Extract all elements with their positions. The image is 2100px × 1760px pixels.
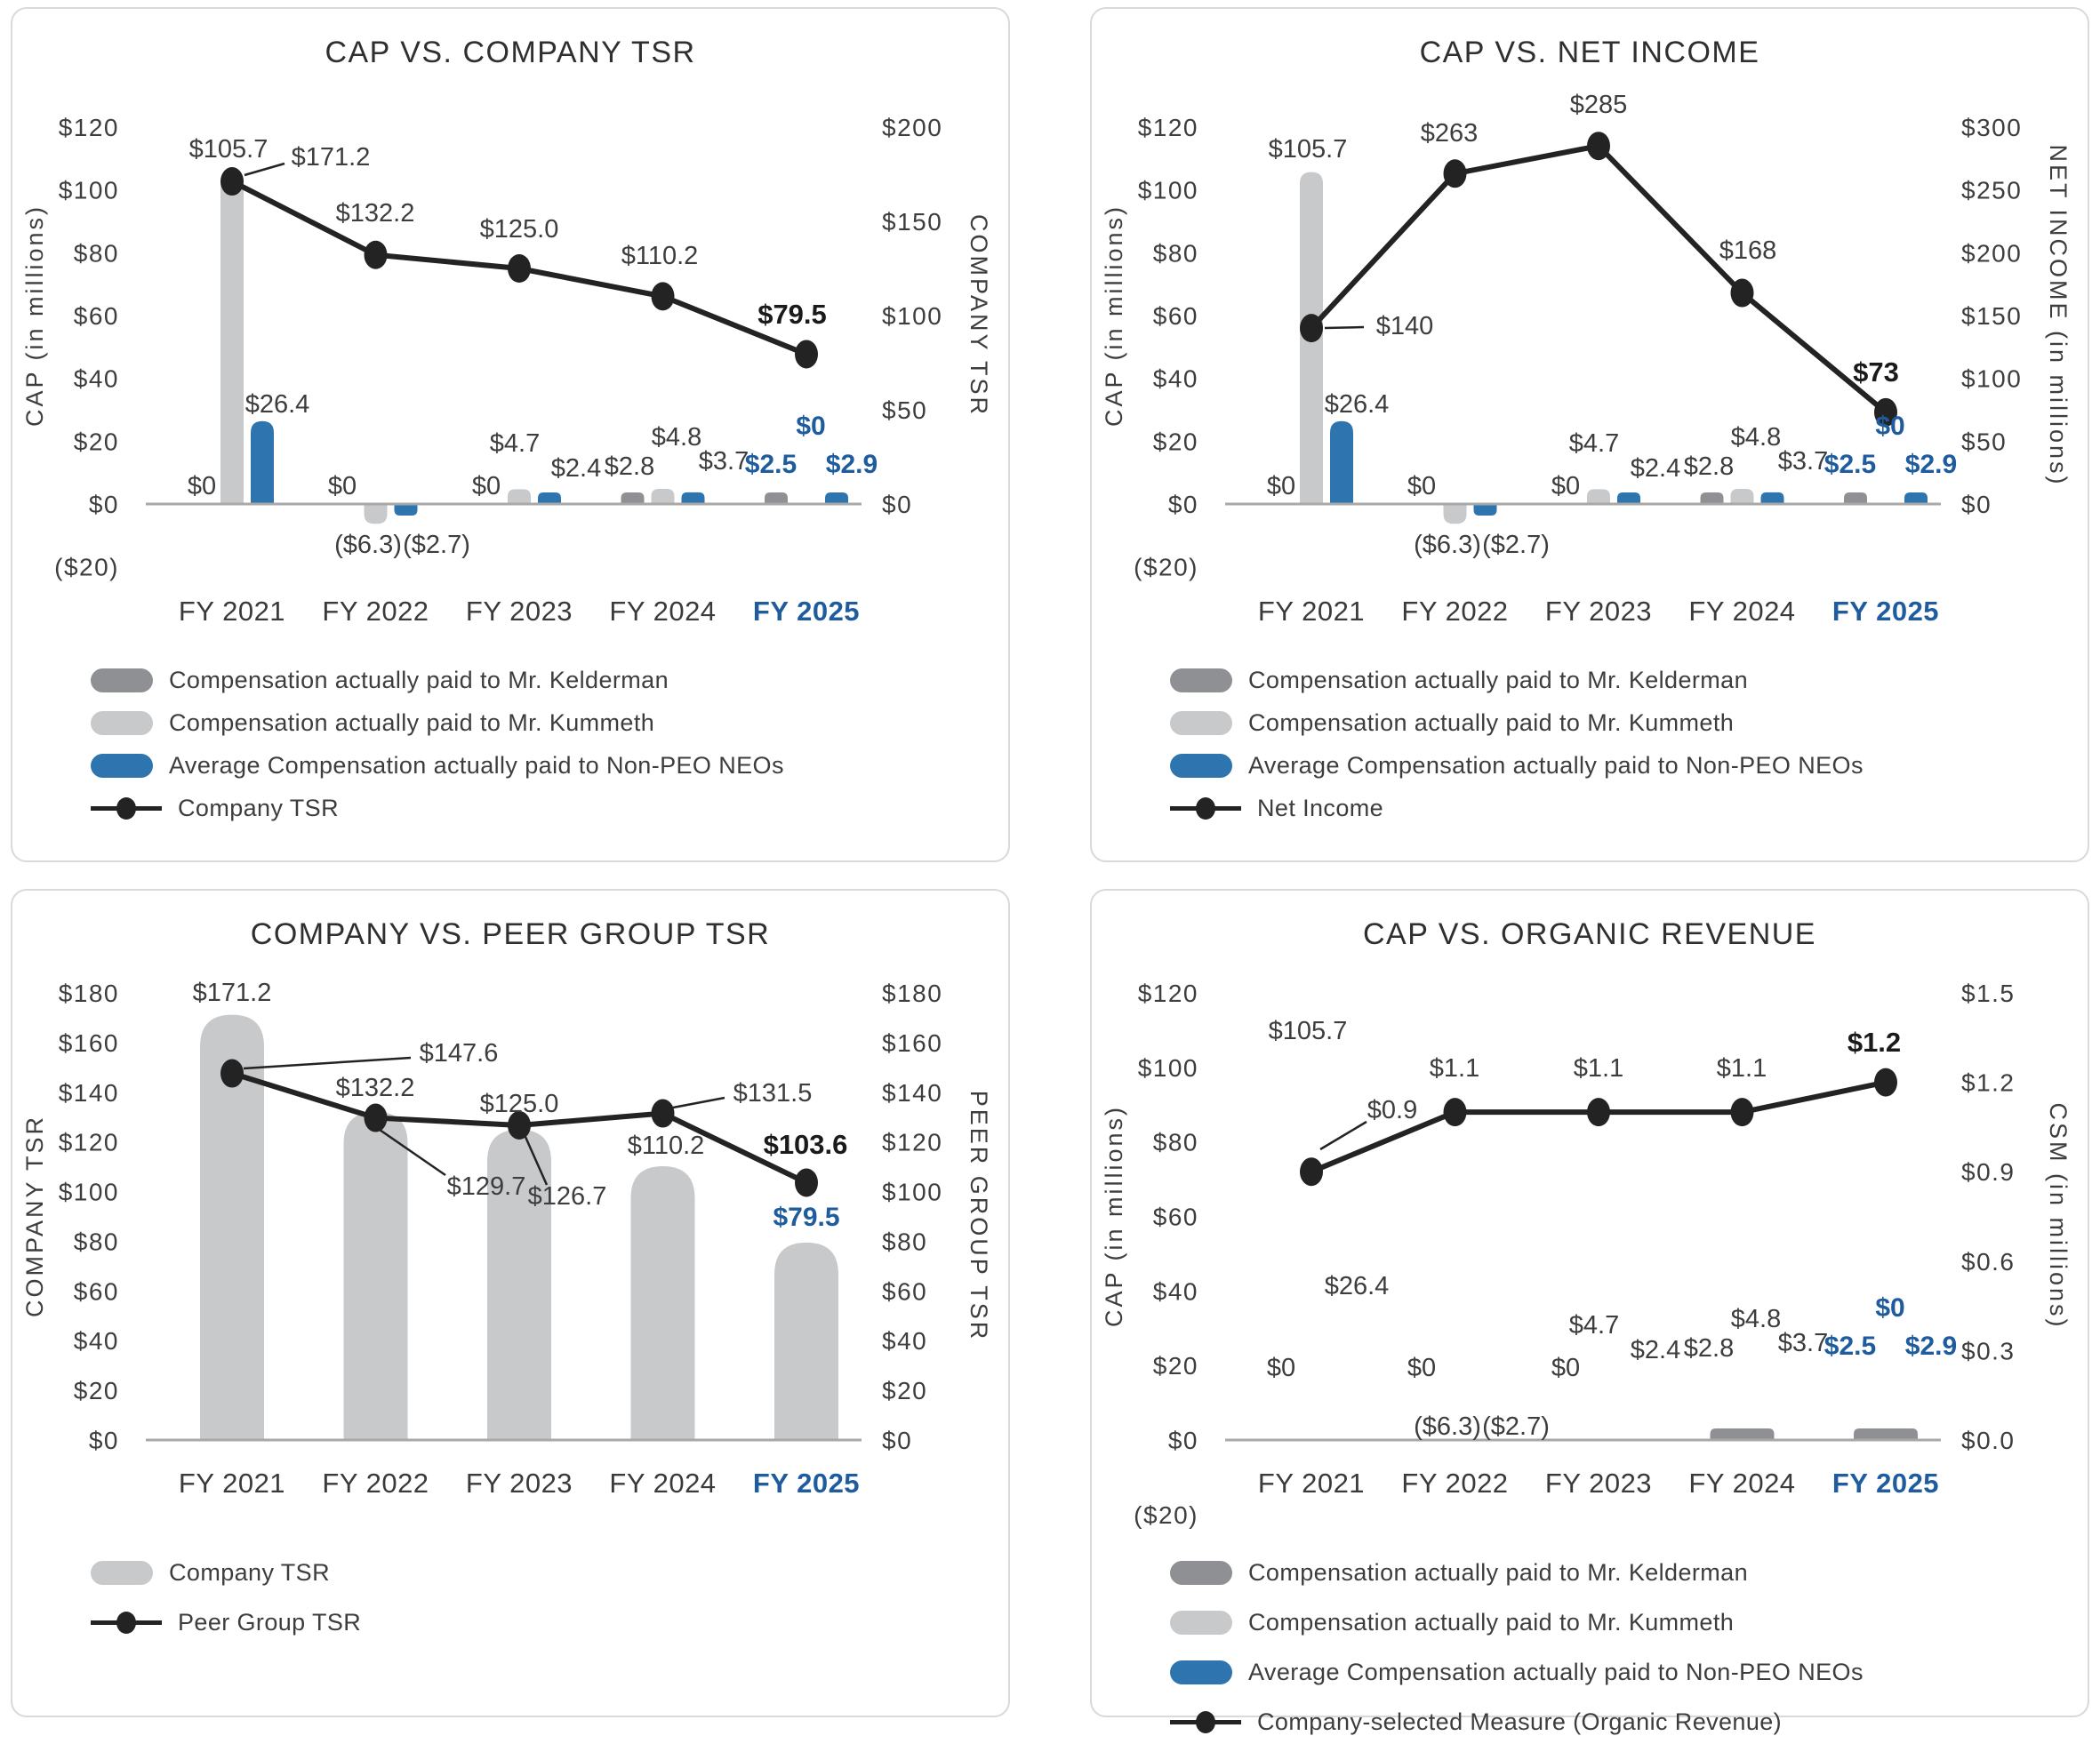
- bar-value-label: $4.8: [1730, 423, 1782, 452]
- bar-value-label: $4.7: [1568, 1311, 1620, 1340]
- bar-value-label: $2.9: [825, 450, 878, 479]
- line-value-label: $125.0: [479, 215, 559, 244]
- bar-kummeth: [652, 489, 675, 504]
- line-value-label: $168: [1719, 236, 1777, 265]
- legend-item: [1170, 711, 1864, 735]
- bar-value-label: $0: [187, 472, 217, 500]
- legend-swatch-kummeth: [1170, 1611, 1232, 1635]
- left-axis-tick-label: $120: [1137, 114, 1198, 141]
- data-point: [1300, 314, 1323, 342]
- right-axis-tick-label: $0: [882, 491, 913, 518]
- data-point: [365, 241, 388, 269]
- line-value-label: $285: [1569, 91, 1628, 119]
- left-axis-tick-label: $0: [1167, 1427, 1198, 1454]
- left-axis-tick-label: $100: [58, 1178, 119, 1206]
- line-value-label: $103.6: [763, 1129, 848, 1160]
- left-axis-tick-label: $0: [1167, 491, 1198, 518]
- bar-neo: [682, 492, 705, 504]
- data-point: [508, 254, 531, 283]
- bar-kelderman: [621, 492, 645, 504]
- bar-value-label: $0: [1875, 412, 1905, 441]
- x-axis-label: FY 2022: [1401, 596, 1509, 627]
- left-axis-title: CAP (in millions): [1101, 1104, 1127, 1328]
- x-axis-label: FY 2021: [1257, 1468, 1366, 1499]
- right-axis-tick-label: $80: [882, 1228, 928, 1256]
- data-point: [1444, 1098, 1467, 1126]
- legend-item: [91, 1611, 361, 1635]
- bar-kummeth: [774, 1243, 838, 1440]
- right-axis-tick-label: $250: [1961, 176, 2023, 204]
- left-axis-tick-label: $160: [58, 1028, 119, 1057]
- data-point: [365, 1104, 388, 1132]
- x-axis-label: FY 2025: [1831, 1468, 1940, 1499]
- legend-item: [1170, 1561, 1864, 1585]
- bar-value-label: $110.2: [627, 1132, 705, 1160]
- left-axis-tick-label: $0: [88, 1427, 119, 1454]
- right-axis-tick-label: $50: [1961, 428, 2008, 456]
- bar-kummeth: [1444, 504, 1467, 524]
- left-axis-tick-label: $120: [58, 1128, 119, 1156]
- line-value-label: $1.2: [1847, 1027, 1902, 1058]
- x-axis-label: FY 2022: [322, 1468, 429, 1499]
- right-axis-tick-label: $160: [882, 1028, 943, 1057]
- bar-value-label: ($2.7): [403, 531, 470, 559]
- bar-value-label: $2.4: [1630, 454, 1681, 483]
- bar-value-label: $3.7: [1777, 1329, 1829, 1357]
- chart-panel-company-vs-peer-group-tsr: [11, 889, 1010, 1717]
- bar-value-label: $0: [796, 412, 826, 441]
- left-axis-tick-label: $100: [58, 176, 119, 204]
- left-axis-tick-label: $20: [73, 1377, 119, 1405]
- right-axis-title: PEER GROUP TSR: [966, 1090, 992, 1342]
- legend-item: [1170, 1611, 1864, 1635]
- data-point: [795, 1168, 818, 1196]
- left-axis-tick-label: $40: [1152, 364, 1198, 393]
- line-value-label: $147.6: [419, 1039, 499, 1068]
- right-axis-tick-label: $1.5: [1961, 980, 2016, 1007]
- legend-swatch-kelderman: [91, 668, 153, 692]
- bar-neo: [1904, 492, 1928, 504]
- bar-kelderman: [1844, 492, 1867, 504]
- left-axis-tick-label: $120: [58, 114, 119, 141]
- data-point: [652, 282, 675, 310]
- bar-value-label: $2.8: [1683, 1334, 1735, 1363]
- left-axis-tick-label: $20: [73, 428, 119, 456]
- left-axis-title: COMPANY TSR: [21, 1114, 48, 1318]
- right-axis-tick-label: $180: [882, 980, 943, 1007]
- chart-panel-cap-vs-organic-revenue: [1090, 889, 2089, 1735]
- x-axis-label: FY 2025: [752, 1468, 861, 1499]
- right-axis-tick-label: $100: [1961, 364, 2023, 393]
- bar-value-label: $105.7: [1268, 1017, 1348, 1045]
- bar-kummeth: [344, 1112, 408, 1440]
- right-axis-tick-label: $150: [882, 208, 943, 236]
- x-axis-label: FY 2021: [178, 1468, 286, 1499]
- left-axis-tick-label: $80: [1152, 1128, 1198, 1156]
- bar-value-label: ($2.7): [1482, 1412, 1550, 1441]
- line-value-label: $110.2: [621, 242, 699, 270]
- bar-value-label: $2.5: [1823, 450, 1877, 479]
- left-axis-tick-label: ($20): [1134, 553, 1198, 581]
- legend-label: Average Compensation actually paid to Non-PEO NEOs: [1248, 1659, 1864, 1685]
- bar-value-label: $4.8: [1730, 1305, 1782, 1333]
- legend-swatch-neo: [1170, 1660, 1232, 1684]
- legend-label: Compensation actually paid to Mr. Kummeth: [1248, 1609, 1735, 1636]
- legend-item: [1170, 754, 1864, 778]
- left-axis-tick-label: $100: [1137, 176, 1198, 204]
- chart-panel-cap-vs-net-income: [1090, 7, 2089, 862]
- legend-label: Compensation actually paid to Mr. Kummeth: [169, 709, 655, 736]
- legend-swatch-kummeth: [91, 1561, 153, 1585]
- label-callout-line: [244, 164, 285, 175]
- chart-legend: [1170, 668, 1864, 839]
- legend-label: Company TSR: [178, 795, 339, 821]
- line-value-label: $1.1: [1716, 1054, 1767, 1083]
- x-axis-label: FY 2024: [609, 1468, 717, 1499]
- bar-value-label: $4.7: [489, 429, 541, 458]
- bar-value-label: $3.7: [1777, 447, 1829, 476]
- data-point: [652, 1100, 675, 1128]
- line-series: [1311, 146, 1886, 412]
- data-point: [1731, 279, 1754, 308]
- right-axis-tick-label: $50: [882, 396, 928, 424]
- bar-value-label: $2.5: [744, 450, 798, 479]
- label-callout-line: [673, 1098, 725, 1108]
- left-axis-tick-label: $60: [1152, 302, 1198, 330]
- legend-swatch-kummeth: [91, 711, 153, 735]
- line-value-label: $73: [1853, 356, 1899, 388]
- label-callout-line: [244, 1058, 411, 1068]
- right-axis-tick-label: $300: [1961, 114, 2023, 141]
- x-axis-label: FY 2025: [1831, 596, 1940, 627]
- bar-value-label: $125.0: [479, 1090, 559, 1118]
- bar-value-label: $132.2: [335, 1074, 415, 1102]
- legend-swatch-kummeth: [1170, 711, 1232, 735]
- legend-item: [91, 668, 784, 692]
- left-axis-tick-label: $40: [1152, 1277, 1198, 1306]
- right-axis-title: CSM (in millions): [2045, 1102, 2072, 1330]
- left-axis-tick-label: $180: [58, 980, 119, 1007]
- bar-value-label: $0: [327, 472, 357, 500]
- x-axis-label: FY 2023: [465, 596, 573, 627]
- bar-kummeth: [220, 172, 244, 504]
- right-axis-tick-label: $0: [882, 1427, 913, 1454]
- x-axis-label: FY 2021: [178, 596, 286, 627]
- right-axis-title: NET INCOME (in millions): [2045, 144, 2072, 487]
- legend-line-marker-icon: [91, 1611, 162, 1635]
- bar-value-label: ($6.3): [1414, 1412, 1481, 1441]
- bar-kummeth: [508, 489, 531, 504]
- left-axis-tick-label: $60: [1152, 1203, 1198, 1231]
- left-axis-tick-label: $40: [73, 1327, 119, 1356]
- x-axis-label: FY 2023: [1544, 1468, 1653, 1499]
- bar-kummeth: [1587, 489, 1610, 504]
- bar-neo: [538, 492, 561, 504]
- legend-line-marker-icon: [91, 796, 162, 820]
- line-value-label: $79.5: [757, 299, 827, 330]
- left-axis-tick-label: $20: [1152, 428, 1198, 456]
- legend-label: Peer Group TSR: [178, 1609, 362, 1636]
- data-point: [1587, 1098, 1610, 1126]
- x-axis-label: FY 2022: [322, 596, 429, 627]
- bar-value-label: $2.5: [1823, 1332, 1877, 1361]
- line-value-label: $140: [1375, 312, 1434, 340]
- right-axis-tick-label: $100: [882, 1178, 943, 1206]
- bar-neo: [1474, 504, 1497, 516]
- chart-panel-cap-vs-company-tsr: [11, 7, 1010, 862]
- bar-value-label: $2.9: [1904, 1332, 1958, 1361]
- bar-neo: [251, 421, 274, 504]
- chart-legend: [1170, 1561, 1864, 1760]
- bar-value-label: $0: [1875, 1293, 1905, 1323]
- bar-value-label: $4.8: [651, 423, 702, 452]
- bar-value-label: $2.4: [550, 454, 602, 483]
- bar-value-label: $2.4: [1630, 1336, 1681, 1364]
- line-value-label: $129.7: [446, 1172, 526, 1201]
- right-axis-tick-label: $200: [1961, 239, 2023, 268]
- right-axis-tick-label: $0: [1961, 491, 1992, 518]
- right-axis-tick-label: $0.3: [1961, 1337, 2016, 1365]
- chart-title: CAP VS. NET INCOME: [1419, 36, 1760, 69]
- right-axis-tick-label: $0.9: [1961, 1158, 2016, 1187]
- bar-kummeth: [1731, 489, 1754, 504]
- bar-kelderman: [1854, 1428, 1918, 1440]
- bar-value-label: $0: [1266, 472, 1296, 500]
- legend-label: Compensation actually paid to Mr. Kelderman: [169, 667, 669, 693]
- x-axis-label: FY 2021: [1257, 596, 1366, 627]
- line-value-label: $131.5: [733, 1079, 813, 1108]
- legend-label: Compensation actually paid to Mr. Kelderman: [1248, 667, 1748, 693]
- bar-kelderman: [1701, 492, 1724, 504]
- chart-title: COMPANY VS. PEER GROUP TSR: [250, 917, 771, 951]
- x-axis-label: FY 2024: [1688, 1468, 1796, 1499]
- right-axis-tick-label: $120: [882, 1128, 943, 1156]
- right-axis-tick-label: $40: [882, 1327, 928, 1356]
- x-axis-label: FY 2025: [752, 596, 861, 627]
- left-axis-tick-label: $60: [73, 302, 119, 330]
- x-axis-label: FY 2023: [465, 1468, 573, 1499]
- right-axis-tick-label: $0.6: [1961, 1247, 2016, 1276]
- bar-value-label: $26.4: [244, 390, 310, 419]
- legend-label: Company TSR: [169, 1559, 330, 1586]
- left-axis-tick-label: $100: [1137, 1053, 1198, 1082]
- right-axis-tick-label: $140: [882, 1078, 943, 1107]
- legend-swatch-neo: [1170, 754, 1232, 778]
- legend-label: Company-selected Measure (Organic Revenue): [1257, 1708, 1783, 1735]
- bar-kummeth: [365, 504, 388, 524]
- legend-label: Compensation actually paid to Mr. Kelderman: [1248, 1559, 1748, 1586]
- bar-value-label: $0: [471, 472, 501, 500]
- legend-item: [1170, 668, 1864, 692]
- bar-value-label: $0: [1407, 472, 1437, 500]
- line-value-label: $0.9: [1367, 1096, 1418, 1124]
- left-axis-title: CAP (in millions): [21, 204, 48, 428]
- x-axis-label: FY 2022: [1401, 1468, 1509, 1499]
- legend-label: Compensation actually paid to Mr. Kummeth: [1248, 709, 1735, 736]
- bar-value-label: $0: [1551, 472, 1581, 500]
- right-axis-tick-label: $100: [882, 302, 943, 330]
- legend-label: Average Compensation actually paid to Non-PEO NEOs: [1248, 752, 1864, 779]
- bar-value-label: $26.4: [1324, 390, 1390, 419]
- bar-value-label: ($2.7): [1482, 531, 1550, 559]
- line-value-label: $132.2: [335, 199, 415, 228]
- chart-legend: [91, 1561, 361, 1660]
- right-axis-tick-label: $200: [882, 114, 943, 141]
- bar-value-label: $2.8: [1683, 452, 1735, 481]
- legend-label: Net Income: [1257, 795, 1384, 821]
- line-value-label: $1.1: [1573, 1054, 1624, 1083]
- data-point: [220, 1060, 244, 1088]
- label-callout-line: [1320, 1122, 1367, 1149]
- bar-kummeth: [631, 1166, 695, 1440]
- bar-value-label: ($6.3): [1414, 531, 1481, 559]
- bar-neo: [825, 492, 848, 504]
- data-point: [1300, 1157, 1323, 1186]
- left-axis-tick-label: $80: [73, 1228, 119, 1256]
- right-axis-tick-label: $60: [882, 1277, 928, 1306]
- bar-neo: [1617, 492, 1640, 504]
- bar-value-label: ($6.3): [334, 531, 402, 559]
- bar-neo: [1761, 492, 1784, 504]
- left-axis-tick-label: $80: [73, 239, 119, 268]
- data-point: [1874, 1068, 1897, 1097]
- left-axis-tick-label: $140: [58, 1078, 119, 1107]
- line-value-label: $1.1: [1429, 1054, 1480, 1083]
- bar-value-label: $79.5: [773, 1203, 840, 1232]
- bar-neo: [1330, 421, 1353, 504]
- legend-item: [91, 754, 784, 778]
- line-value-label: $126.7: [527, 1182, 607, 1211]
- legend-item: [91, 796, 784, 820]
- right-axis-tick-label: $150: [1961, 302, 2023, 330]
- data-point: [220, 167, 244, 196]
- legend-label: Average Compensation actually paid to Non-PEO NEOs: [169, 752, 784, 779]
- bar-value-label: $2.9: [1904, 450, 1958, 479]
- data-point: [795, 340, 818, 368]
- right-axis-tick-label: $0.0: [1961, 1427, 2016, 1454]
- bar-value-label: $3.7: [698, 447, 749, 476]
- bar-value-label: $26.4: [1324, 1272, 1390, 1300]
- left-axis-tick-label: $0: [88, 491, 119, 518]
- legend-line-marker-icon: [1170, 796, 1241, 820]
- data-point: [1444, 159, 1467, 188]
- legend-swatch-kelderman: [1170, 1561, 1232, 1585]
- left-axis-tick-label: $120: [1137, 980, 1198, 1007]
- bar-neo: [395, 504, 418, 516]
- line-value-label: $263: [1420, 119, 1479, 148]
- chart-legend: [91, 668, 784, 839]
- bar-value-label: $4.7: [1568, 429, 1620, 458]
- legend-item: [91, 1561, 361, 1585]
- left-axis-tick-label: $40: [73, 364, 119, 393]
- bar-value-label: $0: [1407, 1354, 1437, 1382]
- data-point: [1587, 132, 1610, 160]
- x-axis-label: FY 2023: [1544, 596, 1653, 627]
- line-value-label: $171.2: [291, 143, 371, 172]
- right-axis-tick-label: $1.2: [1961, 1068, 2016, 1097]
- label-callout-line: [1325, 327, 1364, 328]
- bar-value-label: $171.2: [192, 979, 272, 1007]
- left-axis-title: CAP (in millions): [1101, 204, 1127, 428]
- legend-swatch-kelderman: [1170, 668, 1232, 692]
- bar-value-label: $105.7: [188, 135, 269, 164]
- bar-value-label: $0: [1551, 1354, 1581, 1382]
- right-axis-tick-label: $20: [882, 1377, 928, 1405]
- legend-item: [91, 711, 784, 735]
- bar-kelderman: [765, 492, 788, 504]
- legend-swatch-neo: [91, 754, 153, 778]
- bar-value-label: $2.8: [604, 452, 655, 481]
- left-axis-tick-label: ($20): [1134, 1500, 1198, 1529]
- bar-kelderman: [1711, 1428, 1775, 1440]
- left-axis-tick-label: ($20): [54, 553, 119, 581]
- legend-item: [1170, 1660, 1864, 1684]
- bar-value-label: $105.7: [1268, 135, 1348, 164]
- legend-item: [1170, 796, 1864, 820]
- chart-title: CAP VS. ORGANIC REVENUE: [1363, 917, 1816, 951]
- chart-title: CAP VS. COMPANY TSR: [325, 36, 696, 69]
- left-axis-tick-label: $80: [1152, 239, 1198, 268]
- left-axis-tick-label: $20: [1152, 1352, 1198, 1380]
- x-axis-label: FY 2024: [609, 596, 717, 627]
- data-point: [1731, 1098, 1754, 1126]
- x-axis-label: FY 2024: [1688, 596, 1796, 627]
- right-axis-title: COMPANY TSR: [966, 213, 992, 418]
- left-axis-tick-label: $60: [73, 1277, 119, 1306]
- bar-value-label: $0: [1266, 1354, 1296, 1382]
